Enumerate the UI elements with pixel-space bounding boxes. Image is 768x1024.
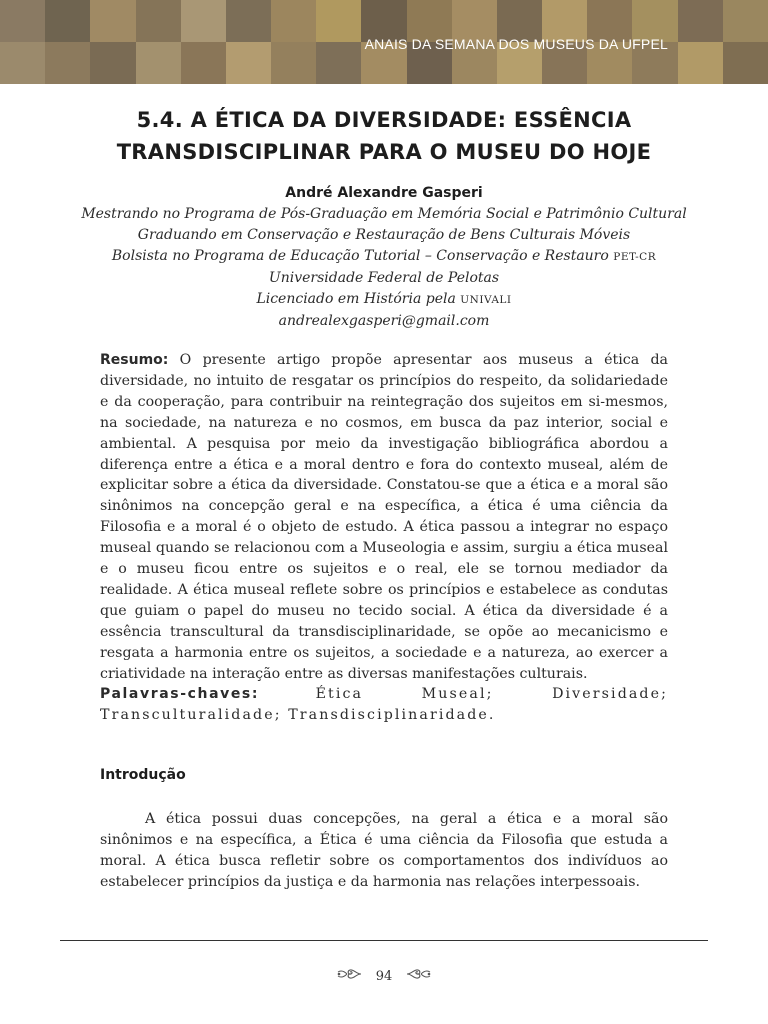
mosaic-tile [271,42,316,84]
mosaic-tile [0,42,45,84]
article-title-line-1: 5.4. A ÉTICA DA DIVERSIDADE: ESSÊNCIA [136,108,632,132]
article-title [60,104,708,168]
mosaic-tile [271,0,316,42]
mosaic-tile [136,0,181,42]
affiliation-acronym: PET-CR [613,251,657,263]
mosaic-tile [45,0,90,42]
mosaic-tile [316,42,361,84]
affiliation-line [60,289,708,311]
section-heading-introduction: Introdução [100,767,186,783]
author-email: andrealexgasperi@gmail.com [278,313,490,329]
affiliation-line: Mestrando no Programa de Pós-Graduação em Memória Social e Patrimônio Cultural [81,206,687,222]
mosaic-tile [181,0,226,42]
article-title-line-2: TRANSDISCIPLINAR PARA O MUSEU DO HOJE [116,140,652,164]
mosaic-tile [723,42,768,84]
mosaic-tile [45,42,90,84]
author-block [60,182,708,332]
mosaic-tile [226,42,271,84]
page-number: 94 [375,968,393,984]
mosaic-tile [181,42,226,84]
affiliation-text: Licenciado em História pela [256,291,461,307]
mosaic-tile [90,42,135,84]
page-footer [0,966,768,986]
header-band [0,0,768,84]
mosaic-tile [136,42,181,84]
abstract-text: O presente artigo propõe apresentar aos museus a ética da diversidade, no intuito de resgatar os princípios do respeito, da solidariedade e da cooperação, para contribuir na reintegração dos sujeitos em si-mesmos, na sociedade, na natureza e no cosmos, em busca da paz interior, social e ambiental. A pesquisa por meio da investigação bibliográfica abordou a diferença entre a ética e a moral dentro e fora do contexto museal, além de explicitar sobre a ética da diversidade. Constatou-se que a ética e a moral são sinônimos na concepção geral e na específica, a ética é uma ciência da Filosofia e a moral é o objeto de estudo. A ética passou a integrar no espaço museal quando se relacionou com a Museologia e assim, surgiu a ética museal e o museu ficou entre os sujeitos e o real, ele se tornou mediador da realidade. A ética museal reflete sobre os princípios e estabelece as condutas que guiam o papel do museu no tecido social. A ética da diversidade é a essência transcultural da transdisciplinaridade, se opõe ao mecanicismo e resgata a harmonia entre os sujeitos, a sociedade e a natureza, ao exercer a criatividade na interação entre as diversas manifestações culturais. [100,352,668,682]
affiliation-line: Graduando em Conservação e Restauração de Bens Culturais Móveis [137,227,631,243]
affiliation-acronym: UNIVALI [460,294,512,306]
abstract-label: Resumo: [100,352,169,368]
mosaic-tile [723,0,768,42]
mosaic-tile [678,0,723,42]
floral-ornament-icon [336,966,362,986]
mosaic-tile [316,0,361,42]
keywords [100,684,668,726]
affiliation-text: Bolsista no Programa de Educação Tutorial – Conservação e Restauro [111,248,614,264]
affiliation-line [60,246,708,268]
running-header: ANAIS DA SEMANA DOS MUSEUS DA UFPEL [364,36,668,52]
author-name: André Alexandre Gasperi [285,185,483,201]
keywords-label: Palavras-chaves: [100,686,260,702]
keywords-text: Ética Museal; Diversidade; Transculturalidade; Transdisciplinaridade. [100,686,668,723]
footer-divider [60,940,708,941]
mosaic-tile [226,0,271,42]
mosaic-tile [0,0,45,42]
abstract [100,350,668,685]
mosaic-tile [678,42,723,84]
floral-ornament-icon [406,966,432,986]
affiliation-line: Universidade Federal de Pelotas [268,270,500,286]
mosaic-tile [90,0,135,42]
introduction-paragraph: A ética possui duas concepções, na geral a ética e a moral são sinônimos e na específica, a Ética é uma ciência da Filosofia que estuda a moral. A ética busca refletir sobre os comportamentos dos indivíduos ao estabelecer princípios da justiça e da harmonia nas relações interpessoais. [100,811,668,890]
